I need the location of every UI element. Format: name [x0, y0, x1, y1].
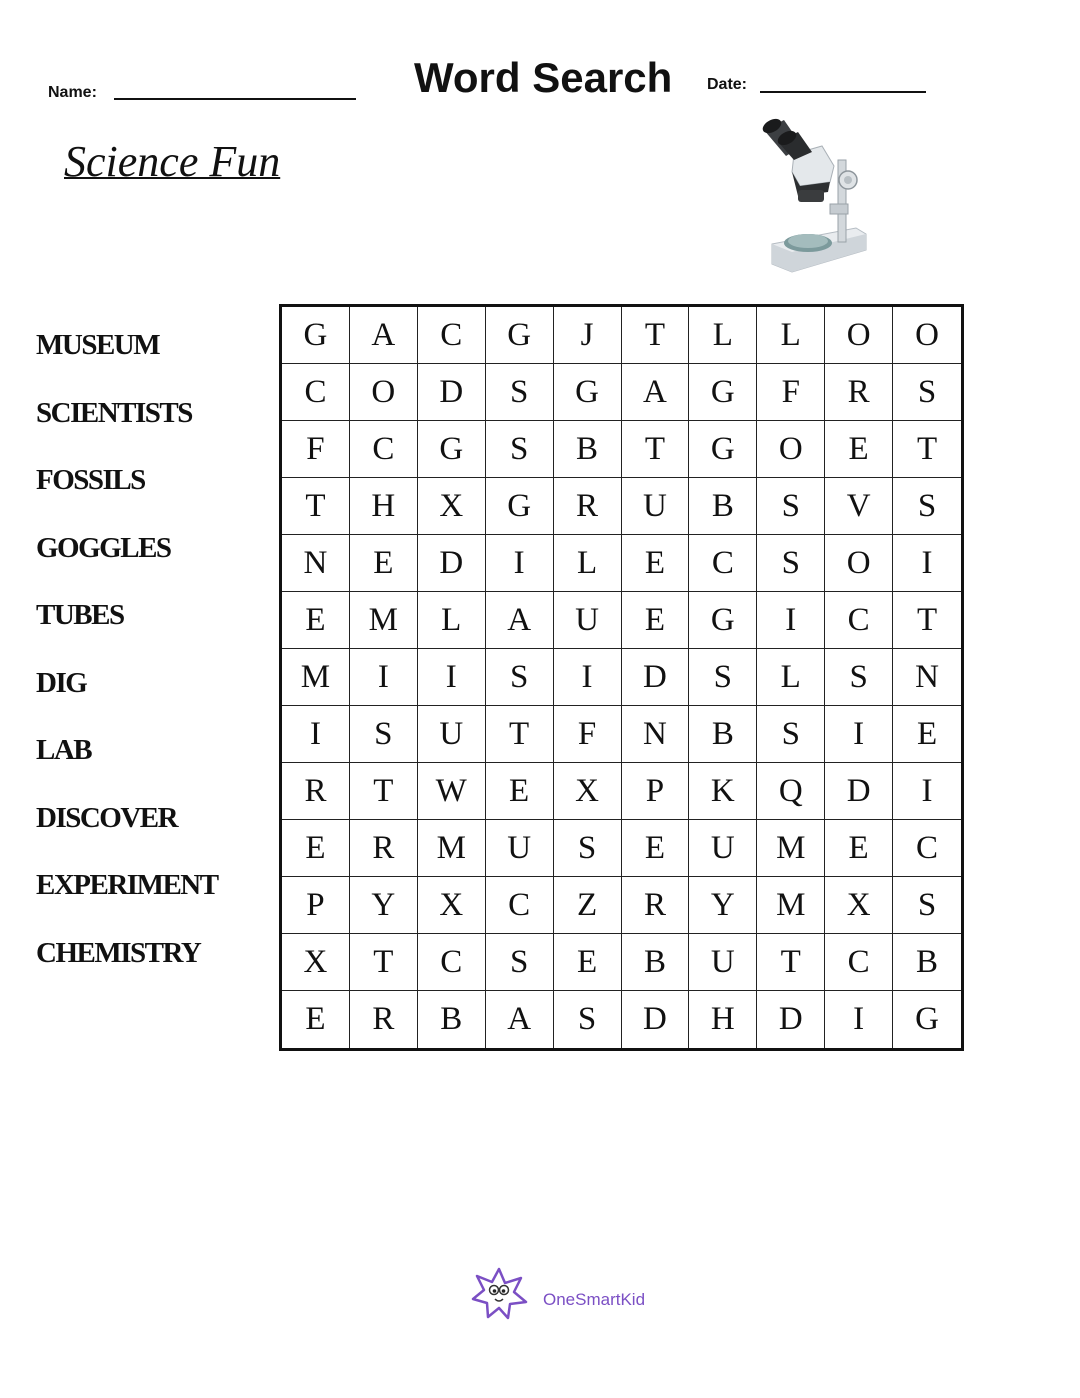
grid-cell[interactable]: E	[282, 991, 350, 1048]
word-list-item: FOSSILS	[36, 464, 145, 496]
grid-cell[interactable]: O	[825, 535, 893, 592]
page-title: Word Search	[414, 54, 673, 101]
word-list-item: TUBES	[36, 599, 124, 631]
grid-cell[interactable]: E	[486, 763, 554, 820]
grid-cell[interactable]: B	[418, 991, 486, 1048]
grid-cell[interactable]: E	[825, 820, 893, 877]
grid-cell[interactable]: S	[893, 364, 961, 421]
word-list	[36, 326, 266, 1001]
grid-cell[interactable]: X	[282, 934, 350, 991]
word-list-item: DISCOVER	[36, 801, 178, 834]
grid-cell[interactable]: G	[282, 307, 350, 364]
grid-cell[interactable]: E	[825, 421, 893, 478]
grid-cell[interactable]: E	[282, 820, 350, 877]
grid-cell[interactable]: C	[825, 934, 893, 991]
grid-cell[interactable]: D	[825, 763, 893, 820]
grid-cell[interactable]: L	[689, 307, 757, 364]
grid-cell[interactable]: U	[689, 934, 757, 991]
letter-grid	[279, 304, 964, 1051]
grid-cell[interactable]: U	[486, 820, 554, 877]
grid-cell[interactable]: C	[893, 820, 961, 877]
grid-cell[interactable]: I	[282, 706, 350, 763]
grid-cell[interactable]: B	[554, 421, 622, 478]
grid-cell[interactable]: S	[486, 421, 554, 478]
grid-cell[interactable]: E	[554, 934, 622, 991]
grid-cell[interactable]: T	[486, 706, 554, 763]
grid-cell[interactable]: T	[757, 934, 825, 991]
grid-cell[interactable]: D	[622, 991, 690, 1048]
grid-cell[interactable]: G	[554, 364, 622, 421]
grid-cell[interactable]: T	[622, 307, 690, 364]
grid-cell[interactable]: I	[825, 706, 893, 763]
word-list-item: CHEMISTRY	[36, 936, 201, 969]
grid-cell[interactable]: U	[689, 820, 757, 877]
grid-cell[interactable]: L	[554, 535, 622, 592]
grid-cell[interactable]: O	[893, 307, 961, 364]
date-label: Date:	[707, 76, 748, 93]
grid-cell[interactable]: C	[418, 934, 486, 991]
grid-cell[interactable]: O	[350, 364, 418, 421]
grid-cell[interactable]: E	[622, 820, 690, 877]
grid-cell[interactable]: S	[486, 364, 554, 421]
grid-cell[interactable]: T	[893, 592, 961, 649]
grid-cell[interactable]: N	[622, 706, 690, 763]
grid-cell[interactable]: F	[757, 364, 825, 421]
grid-cell[interactable]: X	[554, 763, 622, 820]
grid-cell[interactable]: E	[622, 592, 690, 649]
grid-cell[interactable]: D	[418, 364, 486, 421]
microscope-icon	[758, 116, 870, 280]
grid-cell[interactable]: B	[893, 934, 961, 991]
grid-cell[interactable]: S	[486, 649, 554, 706]
word-list-item: GOGGLES	[36, 531, 171, 564]
grid-cell[interactable]: G	[486, 307, 554, 364]
grid-cell[interactable]: G	[915, 1001, 939, 1037]
grid-cell[interactable]: E	[282, 592, 350, 649]
grid-cell[interactable]: F	[282, 421, 350, 478]
name-label: Name:	[48, 84, 97, 101]
grid-cell[interactable]: S	[486, 934, 554, 991]
grid-cell[interactable]: S	[757, 535, 825, 592]
grid-cell[interactable]: H	[350, 478, 418, 535]
grid-cell[interactable]: G	[689, 421, 757, 478]
grid-cell[interactable]: B	[622, 934, 690, 991]
grid-cell[interactable]: L	[757, 307, 825, 364]
grid-cell[interactable]: B	[689, 706, 757, 763]
grid-cell[interactable]: I	[418, 649, 486, 706]
grid-cell[interactable]: L	[418, 592, 486, 649]
grid-cell[interactable]: S	[554, 991, 622, 1048]
grid-cell[interactable]: O	[757, 421, 825, 478]
grid-cell[interactable]: S	[554, 820, 622, 877]
subtitle: Science Fun	[64, 137, 281, 186]
grid-cell[interactable]: A	[350, 307, 418, 364]
word-list-item: MUSEUM	[36, 329, 160, 361]
grid-cell[interactable]: X	[418, 877, 486, 934]
grid-cell[interactable]: E	[893, 706, 961, 763]
grid-cell[interactable]: S	[893, 478, 961, 535]
grid-cell[interactable]: I	[486, 535, 554, 592]
grid-cell[interactable]: M	[757, 820, 825, 877]
grid-cell[interactable]: G	[689, 592, 757, 649]
grid-cell[interactable]: E	[350, 535, 418, 592]
grid-cell[interactable]: S	[893, 877, 961, 934]
grid-cell[interactable]: W	[418, 763, 486, 820]
grid-cell[interactable]: D	[622, 649, 690, 706]
name-line[interactable]	[114, 98, 356, 100]
grid-cell[interactable]: M	[418, 820, 486, 877]
grid-cell[interactable]: N	[282, 535, 350, 592]
grid-cell[interactable]: C	[350, 421, 418, 478]
grid-cell[interactable]: A	[486, 592, 554, 649]
grid-cell[interactable]: U	[622, 478, 690, 535]
grid-cell[interactable]: H	[689, 991, 757, 1048]
grid-cell[interactable]: R	[554, 478, 622, 535]
grid-cell[interactable]: T	[893, 421, 961, 478]
date-line[interactable]	[760, 91, 926, 93]
grid-cell[interactable]: T	[350, 763, 418, 820]
grid-cell[interactable]: D	[418, 535, 486, 592]
grid-cell[interactable]: X	[825, 877, 893, 934]
grid-cell[interactable]: E	[622, 535, 690, 592]
grid-cell[interactable]: I	[893, 535, 961, 592]
grid-cell[interactable]: S	[825, 649, 893, 706]
grid-cell[interactable]: C	[825, 592, 893, 649]
brand-name: OneSmartKid	[543, 1290, 646, 1309]
grid-cell[interactable]: T	[350, 934, 418, 991]
word-list-item: EXPERIMENT	[36, 869, 218, 901]
star-face-icon	[470, 1266, 528, 1320]
grid-cell[interactable]: P	[282, 877, 350, 934]
grid-cell[interactable]: S	[757, 478, 825, 535]
grid-cell[interactable]: S	[350, 706, 418, 763]
grid-cell[interactable]: V	[825, 478, 893, 535]
grid-cell[interactable]: C	[418, 307, 486, 364]
grid-cell[interactable]: T	[622, 421, 690, 478]
grid-cell[interactable]: R	[622, 877, 690, 934]
grid-cell[interactable]: G	[418, 421, 486, 478]
word-list-item: DIG	[36, 666, 87, 699]
grid-cell[interactable]: O	[825, 307, 893, 364]
grid-cell[interactable]: U	[554, 592, 622, 649]
grid-cell[interactable]: I	[554, 649, 622, 706]
word-list-item: SCIENTISTS	[36, 396, 192, 429]
grid-cell[interactable]: F	[554, 706, 622, 763]
grid-cell[interactable]: S	[757, 706, 825, 763]
grid-cell[interactable]: M	[282, 649, 350, 706]
grid-cell[interactable]: R	[350, 991, 418, 1048]
grid-cell[interactable]: R	[825, 364, 893, 421]
grid-cell[interactable]: N	[893, 649, 961, 706]
grid-cell[interactable]: S	[689, 649, 757, 706]
grid-cell[interactable]: T	[282, 478, 350, 535]
word-list-item: LAB	[36, 734, 92, 766]
grid-cell[interactable]: I	[350, 649, 418, 706]
grid-cell[interactable]: C	[689, 535, 757, 592]
grid-cell[interactable]: B	[689, 478, 757, 535]
grid-cell[interactable]: Y	[350, 877, 418, 934]
grid-cell[interactable]: C	[486, 877, 554, 934]
grid-cell[interactable]: R	[350, 820, 418, 877]
grid-cell[interactable]: X	[418, 478, 486, 535]
grid-cell[interactable]: L	[757, 649, 825, 706]
grid-cell[interactable]: U	[418, 706, 486, 763]
grid-cell[interactable]: Y	[689, 877, 757, 934]
grid-cell[interactable]: A	[486, 991, 554, 1048]
grid-cell[interactable]: I	[757, 592, 825, 649]
grid-cell[interactable]: K	[689, 763, 757, 820]
grid-cell[interactable]: Z	[554, 877, 622, 934]
grid-cell[interactable]: I	[825, 991, 893, 1048]
grid-cell[interactable]: Q	[757, 763, 825, 820]
grid-cell[interactable]: A	[622, 364, 690, 421]
grid-cell[interactable]: M	[350, 592, 418, 649]
grid-cell[interactable]: J	[554, 307, 622, 364]
grid-cell[interactable]: R	[282, 763, 350, 820]
grid-cell[interactable]: I	[893, 763, 961, 820]
grid-cell[interactable]: C	[282, 364, 350, 421]
grid-cell[interactable]: D	[757, 991, 825, 1048]
grid-cell[interactable]: P	[622, 763, 690, 820]
grid-cell[interactable]: G	[486, 478, 554, 535]
grid-cell[interactable]: M	[757, 877, 825, 934]
grid-cell[interactable]: G	[689, 364, 757, 421]
